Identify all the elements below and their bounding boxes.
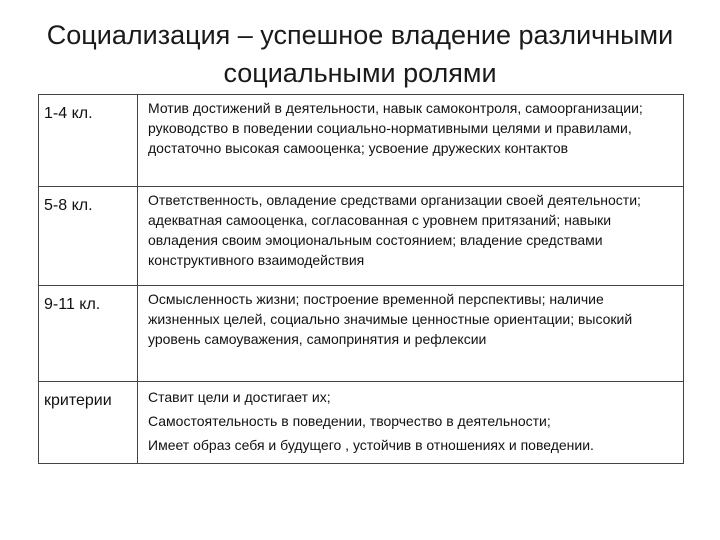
slide-title	[40, 16, 680, 92]
criteria-line: Имеет образ себя и будущего , устойчив в отношениях и поведении.	[148, 437, 594, 453]
table-row	[39, 95, 684, 187]
grade-cell: 1-4 кл.	[39, 95, 138, 187]
socialization-table	[38, 94, 684, 464]
slide-title-line-2: социальными ролями	[223, 58, 497, 88]
grade-cell: 5-8 кл.	[39, 187, 138, 286]
grade-cell: 9-11 кл.	[39, 286, 138, 382]
criteria-cell: критерии	[39, 382, 138, 464]
description-cell: Осмысленность жизни; построение временной перспективы; наличие жизненных целей, социально значимые ценностные ориентации; высокий уровень самоуважения, самопринятия и рефлексии	[138, 286, 684, 382]
criteria-description-cell	[138, 382, 684, 464]
slide-title-line-1: Социализация – успешное владение различными	[46, 20, 674, 50]
description-cell: Мотив достижений в деятельности, навык самоконтроля, самоорганизации; руководство в поведении социально-нормативными целями и правилами, достаточно высокая самооценка; усвоение дружеских контактов	[138, 95, 684, 187]
criteria-line: Ставит цели и достигает их;	[148, 389, 331, 405]
table-row	[39, 382, 684, 464]
description-cell: Ответственность, овладение средствами организации своей деятельности; адекватная самооценка, согласованная с уровнем притязаний; навыки овладения своим эмоциональным состоянием; владение средствами конструктивного взаимодействия	[138, 187, 684, 286]
table-row	[39, 286, 684, 382]
criteria-line: Самостоятельность в поведении, творчество в деятельности;	[148, 413, 551, 429]
table-row	[39, 187, 684, 286]
